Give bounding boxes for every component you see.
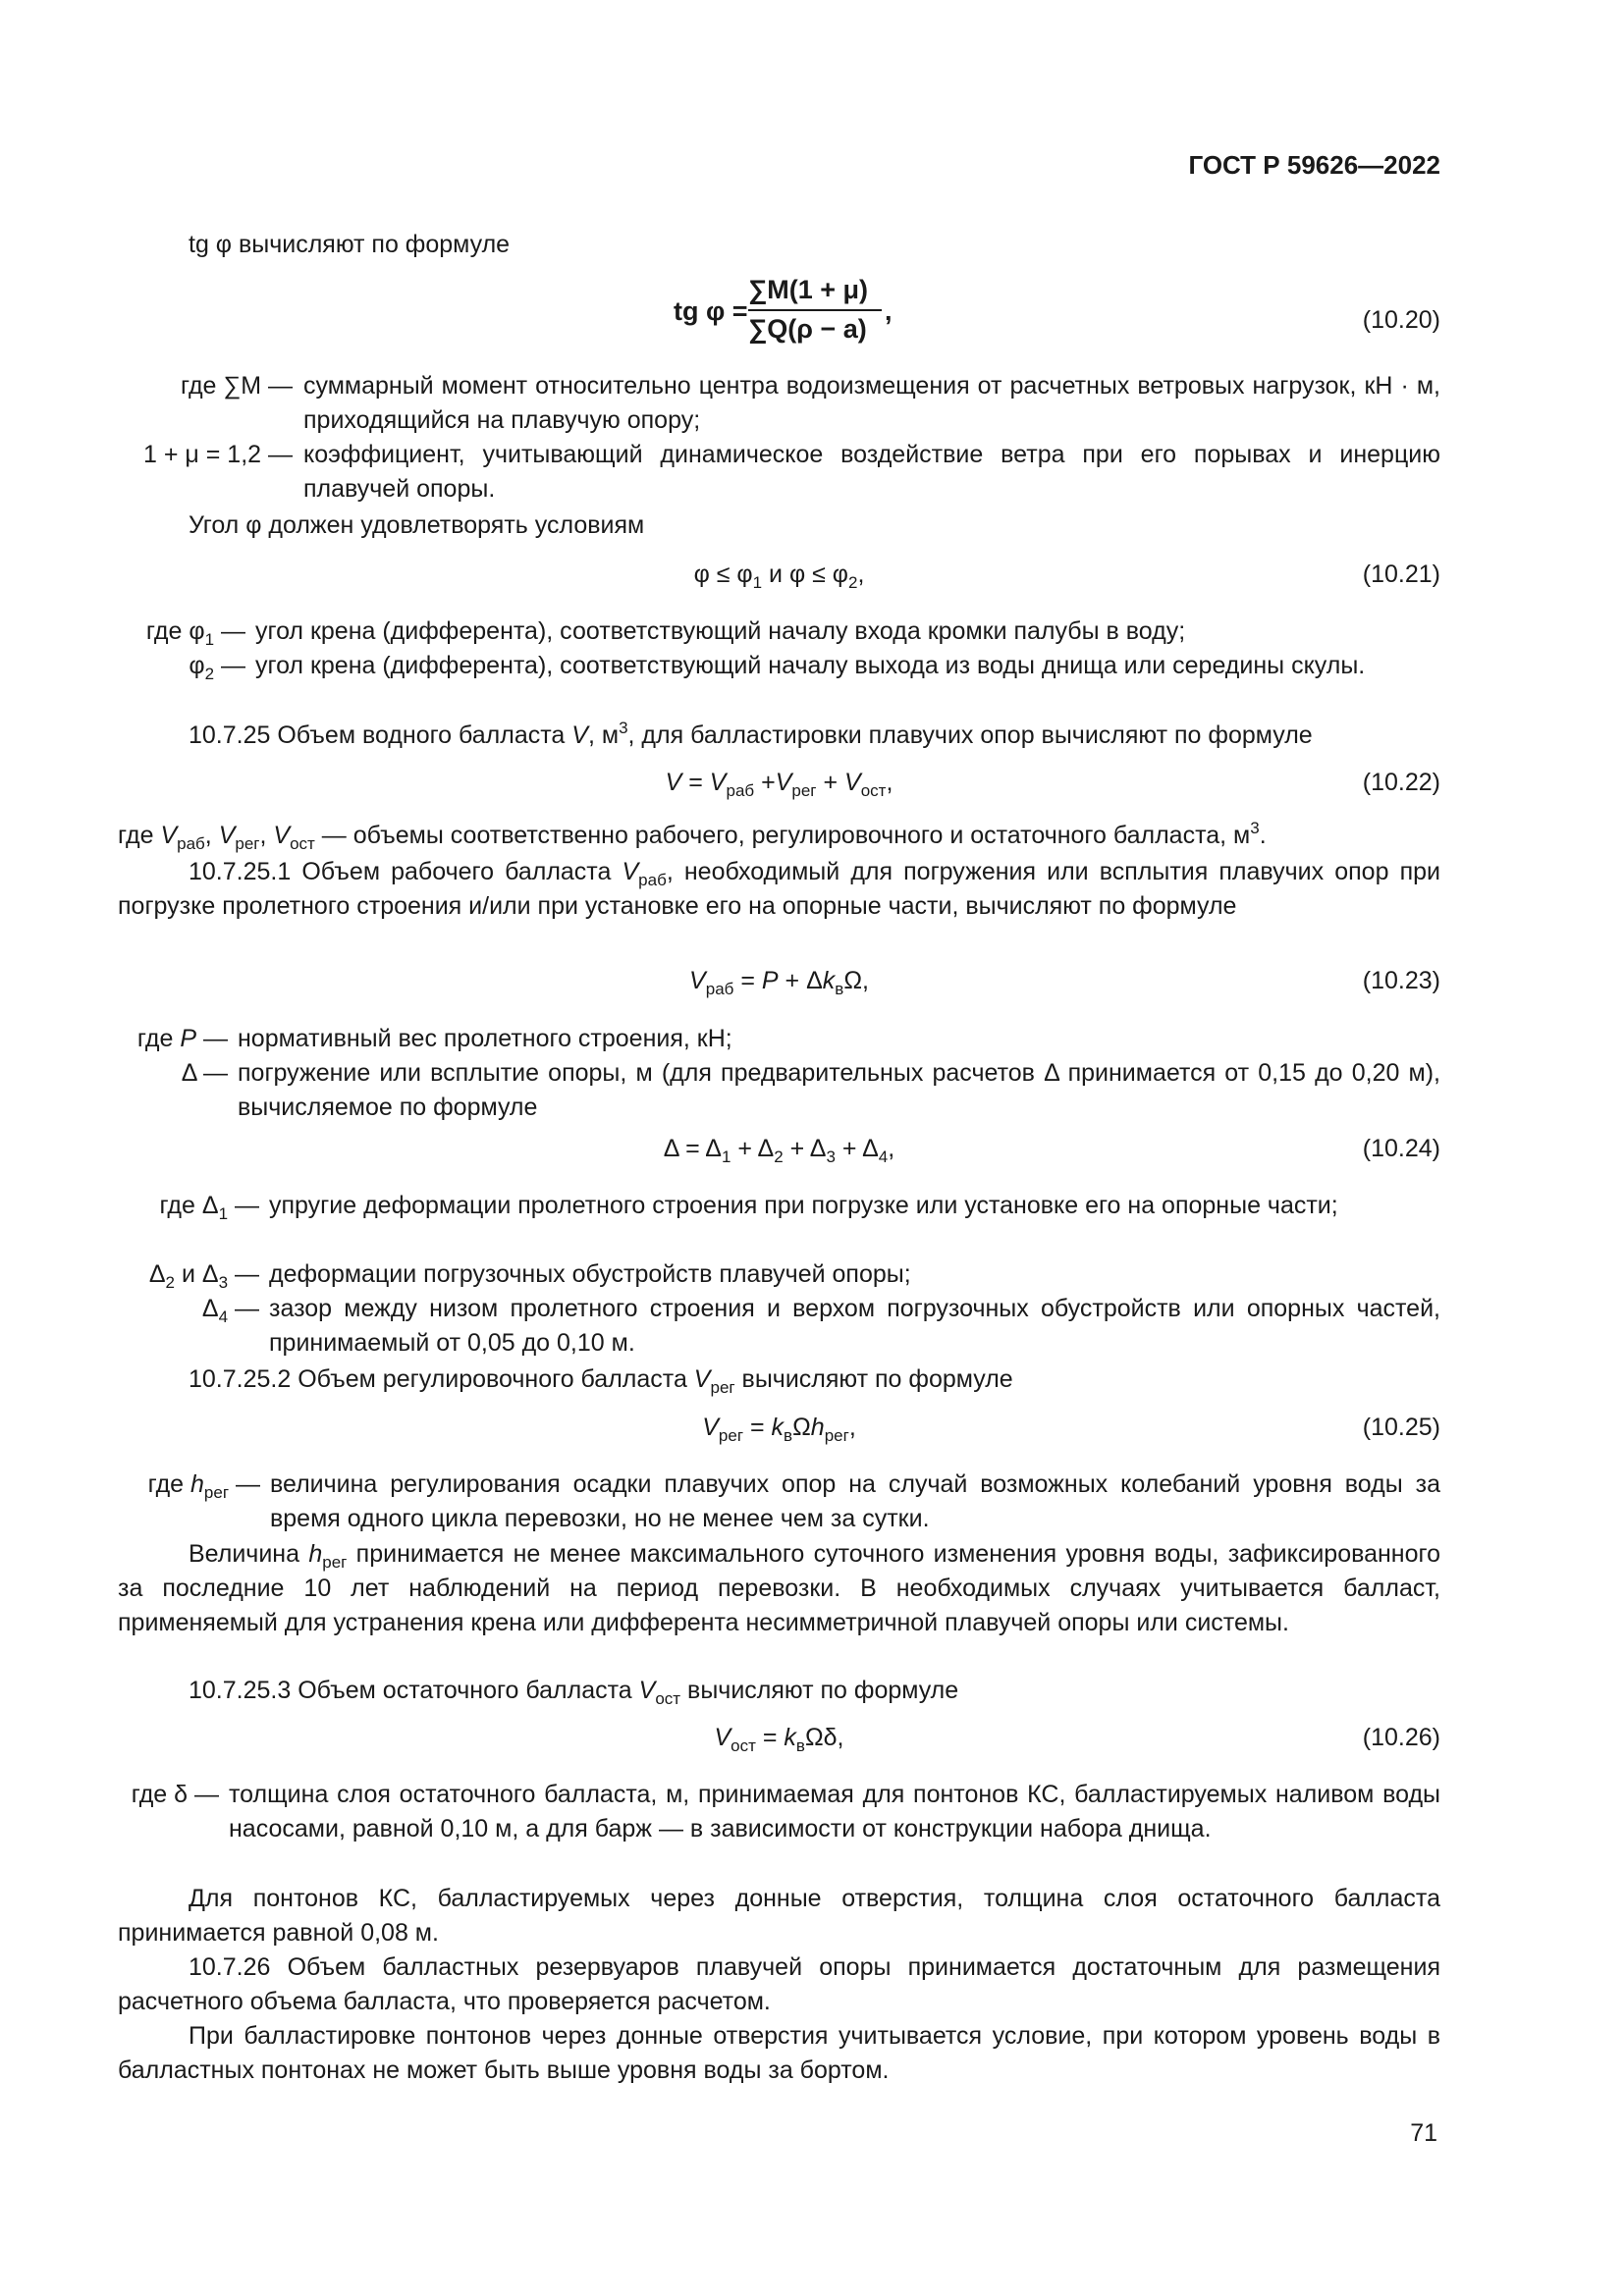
definition-term: где ∑M —	[180, 372, 293, 400]
definition-text: упругие деформации пролетного строения при погрузке или установке его на опорные части;	[269, 1192, 1338, 1219]
definition-delta23	[118, 1257, 1440, 1292]
formula-10-24	[118, 1132, 1440, 1166]
definition-phi1	[118, 614, 1440, 649]
formula-10-21	[118, 558, 1440, 592]
para-10-7-26: 10.7.26 Объем балластных резервуаров плавучей опоры принимается достаточным для размещения расчетного объема балласта, что проверяется расчетом.	[118, 1953, 1440, 2015]
definition-mu	[118, 438, 1440, 507]
definition-sumM	[118, 369, 1440, 438]
para-last: При балластировке понтонов через донные отверстия учитывается условие, при котором уровень воды в балластных понтонах не может быть выше уровня воды за бортом.	[118, 2022, 1440, 2084]
definition-term: где $h_{рег}$ —	[147, 1470, 260, 1502]
definition-text: зазор между низом пролетного строения и верхом погрузочных обустройств или опорных частей, принимаемый от 0,05 до 0,10 м.	[269, 1295, 1440, 1357]
formula-10-22	[118, 766, 1440, 800]
formula-text: $\varphi \le \varphi_1$ и $\varphi \le \varphi_2$,	[693, 561, 865, 592]
definition-text: угол крена (дифферента), соответствующий началу входа кромки палубы в воду;	[255, 617, 1186, 645]
definition-term: где P —	[136, 1025, 228, 1052]
formula-text: $\Delta = \Delta_1 + \Delta_2 + \Delta_3 + \Delta_4$,	[663, 1135, 895, 1166]
para-10-7-25-3: 10.7.25.3 Объем остаточного балласта $V_{ост}$ вычисляют по формуле	[189, 1677, 959, 1708]
para-kc: Для понтонов КС, балластируемых через донные отверстия, толщина слоя остаточного балласта принимается равной 0,08 м.	[118, 1885, 1440, 1947]
definition-text: угол крена (дифферента), соответствующий началу выхода из воды днища или середины скулы.	[255, 652, 1366, 679]
definition-term: $\varphi_2$ —	[189, 652, 245, 683]
definition-text: деформации погрузочных обустройств плавучей опоры;	[269, 1260, 911, 1288]
formula-10-20-denominator: ∑Q(ρ − a)	[748, 314, 867, 344]
definition-delta	[118, 1056, 1440, 1125]
definition-text: погружение или всплытие опоры, м (для предварительных расчетов Δ принимается от 0,15 до 0,20 м), вычисляемое по формуле	[238, 1059, 1440, 1121]
definition-text: коэффициент, учитывающий динамическое воздействие ветра при его порывах и инерцию плавучей опоры.	[303, 441, 1440, 503]
definition-P	[118, 1022, 1440, 1056]
definition-term: $\Delta_2$ и $\Delta_3$ —	[148, 1260, 259, 1292]
formula-10-20-numerator: ∑M(1 + μ)	[748, 275, 869, 304]
formula-text: $V = V_{раб} +V_{рег} + V_{ост}$,	[665, 769, 893, 800]
para-10-7-25-2: 10.7.25.2 Объем регулировочного балласта $V_{рег}$ вычисляют по формуле	[189, 1365, 1013, 1397]
definition-term: Δ —	[181, 1059, 228, 1087]
volumes-definition: где $V_{раб}$, $V_{рег}$, $V_{ост}$ — объемы соответственно рабочего, регулировочного и остаточного балласта, $м^3$.	[118, 819, 1267, 853]
formula-text: $V_{раб} = P + \Delta k_в\Omega$,	[689, 967, 869, 998]
definition-text: нормативный вес пролетного строения, кН;	[238, 1025, 732, 1052]
para-10-7-25-1: 10.7.25.1 Объем рабочего балласта $V_{раб}$, необходимый для погружения или всплытия плавучих опор при погрузке пролетного строения и/или при установке его на опорные части, вычисляют по формуле	[118, 858, 1440, 920]
definition-text: суммарный момент относительно центра водоизмещения от расчетных ветровых нагрузок, кН · м, приходящийся на плавучую опору;	[303, 372, 1440, 434]
intro-tg: tg φ вычисляют по формуле	[189, 231, 511, 258]
definition-delta-small	[118, 1778, 1440, 1881]
formula-10-20-number-row	[118, 303, 1440, 338]
formula-number: (10.22)	[1362, 769, 1440, 796]
definition-hreg	[118, 1468, 1440, 1536]
definition-text: толщина слоя остаточного балласта, м, принимаемая для понтонов КС, балластируемых наливом воды насосами, равной 0,10 м, а для барж — в зависимости от конструкции набора днища.	[229, 1781, 1440, 1842]
definition-delta4	[118, 1292, 1440, 1361]
formula-number: (10.25)	[1362, 1414, 1440, 1441]
formula-number: (10.24)	[1362, 1135, 1440, 1162]
standard-header: ГОСТ Р 59626—2022	[1188, 150, 1440, 180]
formula-10-26	[118, 1721, 1440, 1755]
formula-10-20-lhs: tg φ =	[674, 296, 748, 326]
formula-number: (10.20)	[1362, 306, 1440, 334]
formula-10-25	[118, 1411, 1440, 1445]
definition-term: где $\varphi_1$ —	[145, 617, 245, 649]
formula-number: (10.26)	[1362, 1724, 1440, 1751]
definition-text: величина регулирования осадки плавучих опор на случай возможных колебаний уровня воды за время одного цикла перевозки, но не менее чем за сутки.	[270, 1470, 1440, 1532]
formula-10-20-comma: ,	[885, 296, 893, 326]
formula-text: $V_{ост} = k_в\Omega\delta$,	[714, 1724, 844, 1755]
formula-number: (10.21)	[1362, 561, 1440, 588]
formula-text: $V_{рег} = k_в\Omega h_{рег}$,	[702, 1414, 856, 1445]
page-number: 71	[1410, 2119, 1437, 2147]
definition-term: где δ —	[131, 1781, 219, 1808]
definition-phi2	[118, 649, 1440, 718]
formula-10-23	[118, 964, 1440, 998]
formula-number: (10.23)	[1362, 967, 1440, 994]
definition-delta1	[118, 1189, 1440, 1257]
definition-term: где $\Delta_1$ —	[159, 1192, 259, 1223]
angle-intro: Угол φ должен удовлетворять условиям	[189, 511, 645, 539]
definition-term: $\Delta_4$ —	[201, 1295, 259, 1326]
para-10-7-25: 10.7.25 Объем водного балласта V, $м^3$, для балластировки плавучих опор вычисляют по формуле	[189, 719, 1313, 749]
para-hreg: Величина $h_{рег}$ принимается не менее максимального суточного изменения уровня воды, зафиксированного за последние 10 лет наблюдений на период перевозки. В необходимых случаях учитывается балласт, применяемый для устранения крена или дифферента несимметричной плавучей опоры или системы.	[118, 1540, 1440, 1636]
definition-term: 1 + μ = 1,2 —	[143, 441, 293, 468]
